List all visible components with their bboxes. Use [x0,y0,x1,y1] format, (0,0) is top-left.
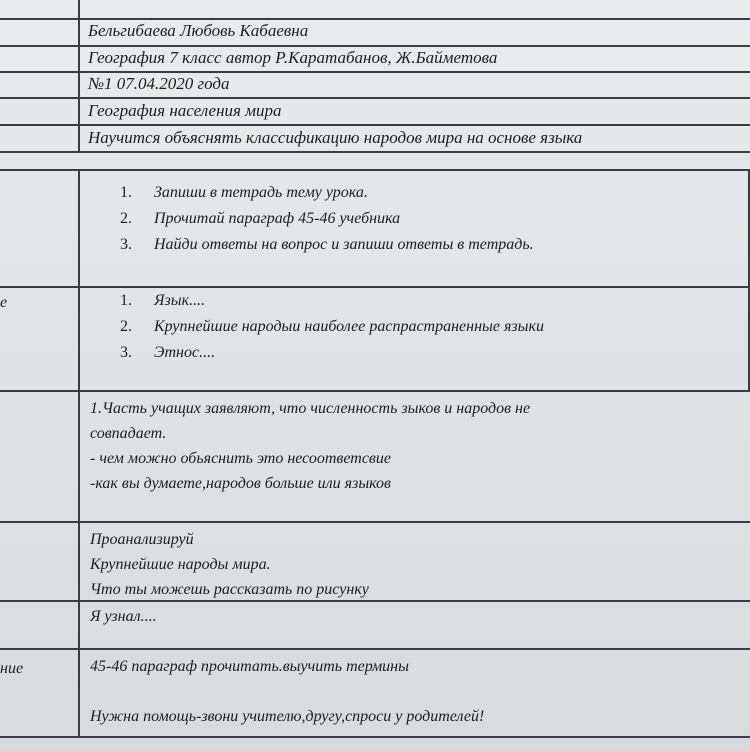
list-item: 3. Этнос.... [120,344,216,361]
analysis-line: Крупнейшие народы мира. [90,556,271,573]
question-line: - чем можно обьяснить это несоответсвие [90,450,391,467]
rule [0,169,750,171]
rule [0,736,750,738]
analysis-line: Проанализируй [90,531,194,548]
analysis-line: Что ты можешь рассказать по рисунку [90,581,369,598]
tasks-list [120,180,534,258]
lesson-topic: География населения мира [88,101,282,120]
reflection-text: Я узнал.... [90,608,157,625]
homework-text: 45-46 параграф прочитать.выучить термины [90,658,409,675]
rule [0,648,750,650]
column-divider [78,169,80,736]
question-block [90,396,530,496]
list-item: 3. Найди ответы на вопрос и запиши ответы в тетрадь. [120,236,534,253]
help-text: Нужна помощь-звони учителю,другу,спроси у родителей! [90,708,485,725]
subject-line: География 7 класс автор Р.Каратабанов, Ж.Байметова [88,48,498,67]
column-divider [78,0,80,151]
row-label-fragment: ние [0,660,24,677]
question-line: -как вы думаете,народов больше или языков [90,475,391,492]
rule [0,390,750,392]
rule [0,521,750,523]
list-item: 2. Крупнейшие народыи наиболее распрастраненные языки [120,318,544,335]
list-item: 1. Язык.... [120,292,206,309]
terms-list [120,288,544,366]
list-item: 2. Прочитай параграф 45-46 учебника [120,210,401,227]
lesson-number: №1 07.04.2020 года [88,74,230,93]
row-label-fragment: е [0,294,8,311]
lesson-goal: Научится объяснять классификацию народов мира на основе языка [88,128,583,147]
rule [0,97,750,99]
question-line: 1.Часть учащих заявляют, что численность зыков и народов не [90,400,531,417]
rule [0,124,750,126]
teacher-name: Бельгибаева Любовь Кабаевна [88,21,309,40]
rule [0,151,750,153]
question-line: совпадает. [90,425,167,442]
analysis-block [90,527,369,602]
list-item: 1. Запиши в тетрадь тему урока. [120,184,368,201]
